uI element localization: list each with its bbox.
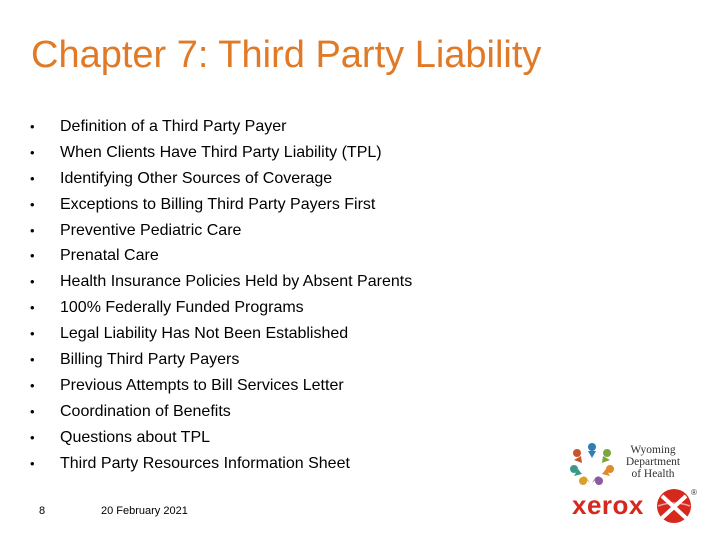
list-item-text: Prenatal Care: [60, 247, 159, 265]
page-number: 8: [39, 505, 46, 517]
registered-mark: ®: [691, 488, 697, 497]
list-item-text: Health Insurance Policies Held by Absent Parents: [60, 273, 413, 291]
list-item: [28, 269, 412, 295]
list-item-text: Previous Attempts to Bill Services Letter: [60, 376, 344, 394]
list-item: [28, 347, 412, 373]
bullet-icon: •: [30, 170, 35, 186]
list-item-text: Questions about TPL: [60, 428, 211, 446]
list-item: [28, 295, 412, 321]
bullet-icon: •: [30, 377, 35, 393]
bullet-icon: •: [30, 196, 35, 212]
list-item-text: Preventive Pediatric Care: [60, 221, 242, 239]
bullet-icon: •: [30, 403, 35, 419]
list-item-text: Billing Third Party Payers: [60, 351, 240, 369]
people-circle-icon: [566, 438, 618, 490]
bullet-icon: •: [30, 429, 35, 445]
list-item: [28, 373, 412, 399]
wyoming-line: Wyoming: [630, 444, 676, 456]
list-item: [28, 114, 412, 140]
bullet-list: [28, 114, 412, 476]
wyoming-health-wordmark: [618, 444, 688, 480]
xerox-sphere-icon: [656, 488, 692, 524]
slide-title: Chapter 7: Third Party Liability: [31, 34, 542, 76]
bullet-icon: •: [30, 119, 35, 134]
list-item: [28, 451, 412, 477]
xerox-logo: [572, 490, 702, 530]
list-item-text: Definition of a Third Party Payer: [60, 118, 287, 135]
list-item: [28, 166, 412, 192]
bullet-icon: •: [30, 455, 35, 471]
xerox-wordmark: xerox: [572, 490, 644, 520]
list-item: [28, 140, 412, 166]
list-item-text: When Clients Have Third Party Liability (TPL): [60, 143, 382, 161]
list-item: [28, 243, 412, 269]
list-item-text: 100% Federally Funded Programs: [60, 299, 304, 317]
department-line: Department: [625, 456, 681, 468]
bullet-icon: •: [30, 274, 35, 290]
bullet-icon: •: [30, 222, 35, 238]
bullet-icon: •: [30, 300, 35, 316]
bullet-icon: •: [30, 144, 35, 160]
list-item: [28, 321, 412, 347]
list-item: [28, 399, 412, 425]
bullet-icon: •: [30, 326, 35, 342]
of-health-line: of Health: [631, 468, 675, 480]
list-item-text: Third Party Resources Information Sheet: [60, 454, 350, 472]
list-item: [28, 192, 412, 218]
list-item: [28, 425, 412, 451]
footer-date: 20 February 2021: [101, 505, 188, 517]
wyoming-health-logo: [566, 438, 686, 492]
list-item: [28, 218, 412, 244]
bullet-icon: •: [30, 248, 35, 264]
list-item-text: Exceptions to Billing Third Party Payers First: [60, 195, 376, 213]
list-item-text: Legal Liability Has Not Been Established: [60, 325, 349, 343]
list-item-text: Identifying Other Sources of Coverage: [60, 169, 333, 187]
bullet-icon: •: [30, 352, 35, 368]
list-item-text: Coordination of Benefits: [60, 402, 231, 420]
